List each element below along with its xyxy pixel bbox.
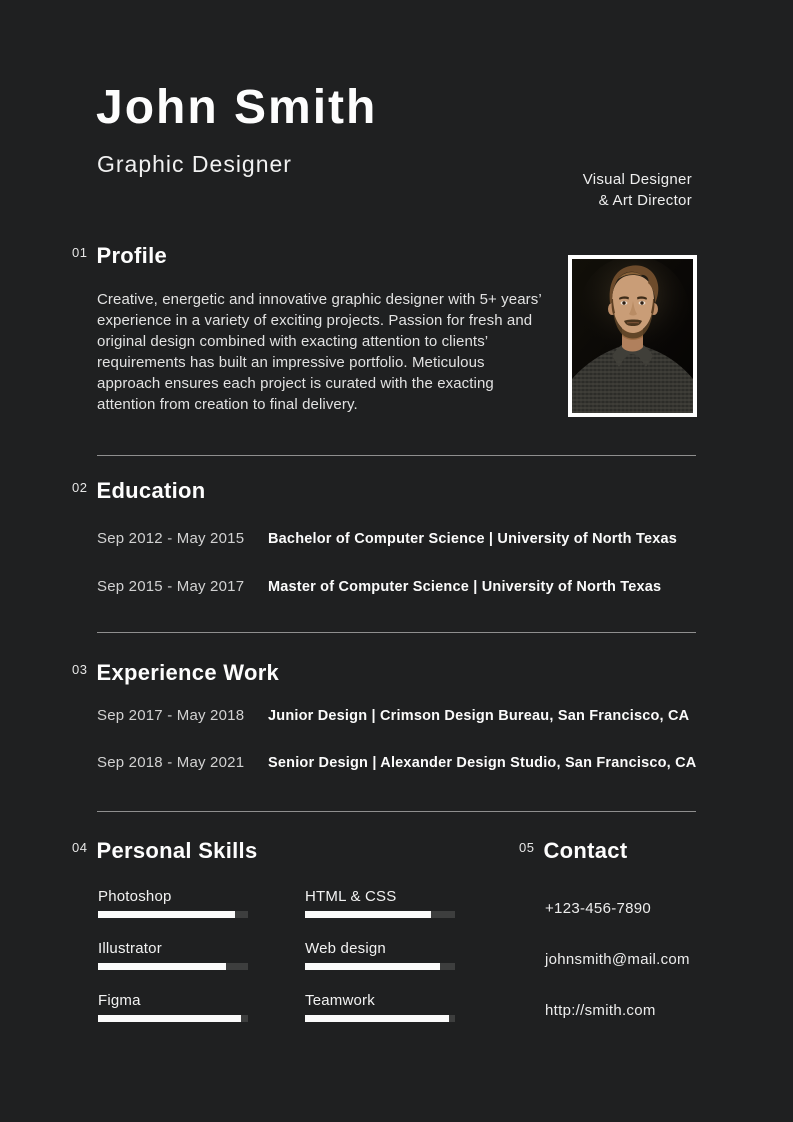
skill-web-design [305, 940, 455, 970]
profile-section-title: Profile [96, 243, 168, 268]
role-line-2: & Art Director [598, 192, 692, 209]
education-degree: Master of Computer Science | University of North Texas [268, 579, 662, 595]
experience-section-heading [72, 660, 279, 686]
contact-section-title: Contact [543, 838, 628, 863]
education-section-title: Education [96, 478, 206, 503]
person-name: John Smith [96, 81, 378, 134]
contact-website: http://smith.com [545, 1002, 656, 1019]
experience-position: Junior Design | Crimson Design Bureau, San Francisco, CA [268, 708, 690, 724]
skill-illustrator [98, 940, 248, 970]
skill-label: Teamwork [305, 992, 375, 1009]
experience-dates: Sep 2018 - May 2021 [97, 754, 245, 771]
skills-section-title: Personal Skills [96, 838, 258, 863]
skill-bar-track [305, 911, 455, 918]
education-dates: Sep 2015 - May 2017 [97, 578, 245, 595]
skill-bar-fill [98, 1015, 241, 1022]
experience-dates: Sep 2017 - May 2018 [97, 707, 245, 724]
skill-label: HTML & CSS [305, 888, 397, 905]
contact-section-heading [519, 838, 627, 864]
profile-section-number: 01 [72, 245, 88, 260]
experience-position: Senior Design | Alexander Design Studio, San Francisco, CA [268, 755, 697, 771]
profile-summary: Creative, energetic and innovative graphic designer with 5+ years’ experience in a variety of exciting projects. Passion for fresh and original design combined with exacting attention to clients’ requirements has built an impressive portfolio. Meticulous approach ensures each project is curated with the exacting attention from creation to final delivery. [97, 291, 542, 413]
portrait-photo [568, 255, 697, 417]
experience-row-1 [97, 707, 689, 724]
contact-section-number: 05 [519, 840, 535, 855]
skill-bar-fill [98, 911, 235, 918]
skill-bar-fill [98, 963, 226, 970]
experience-section-number: 03 [72, 662, 88, 677]
skill-bar-track [98, 1015, 248, 1022]
skill-bar-fill [305, 1015, 449, 1022]
skill-label: Web design [305, 940, 386, 957]
education-section-number: 02 [72, 480, 88, 495]
skill-label: Figma [98, 992, 141, 1009]
role-tagline [583, 169, 692, 211]
skill-teamwork [305, 992, 455, 1022]
skill-figma [98, 992, 248, 1022]
person-job-title: Graphic Designer [97, 151, 292, 177]
experience-row-2 [97, 754, 696, 771]
skill-label: Photoshop [98, 888, 172, 905]
education-dates: Sep 2012 - May 2015 [97, 530, 245, 547]
skills-section-heading [72, 838, 258, 864]
education-row-2 [97, 578, 661, 595]
section-divider-2 [97, 632, 696, 633]
skills-grid [98, 888, 455, 1022]
portrait-photo-illustration [572, 259, 693, 413]
skills-section-number: 04 [72, 840, 88, 855]
skill-bar-track [98, 911, 248, 918]
skill-bar-fill [305, 963, 440, 970]
skill-bar-fill [305, 911, 431, 918]
skill-bar-track [305, 1015, 455, 1022]
contact-email: johnsmith@mail.com [545, 951, 690, 968]
skill-bar-track [98, 963, 248, 970]
skill-label: Illustrator [98, 940, 162, 957]
section-divider-3 [97, 811, 696, 812]
profile-section-heading [72, 243, 167, 269]
contact-list [545, 900, 690, 1053]
education-row-1 [97, 530, 677, 547]
skill-bar-track [305, 963, 455, 970]
skill-html-css [305, 888, 455, 918]
education-degree: Bachelor of Computer Science | University of North Texas [268, 531, 678, 547]
role-line-1: Visual Designer [582, 171, 692, 188]
contact-phone: +123-456-7890 [545, 900, 652, 917]
section-divider-1 [97, 455, 696, 456]
experience-section-title: Experience Work [96, 660, 280, 685]
education-section-heading [72, 478, 206, 504]
skill-photoshop [98, 888, 248, 918]
